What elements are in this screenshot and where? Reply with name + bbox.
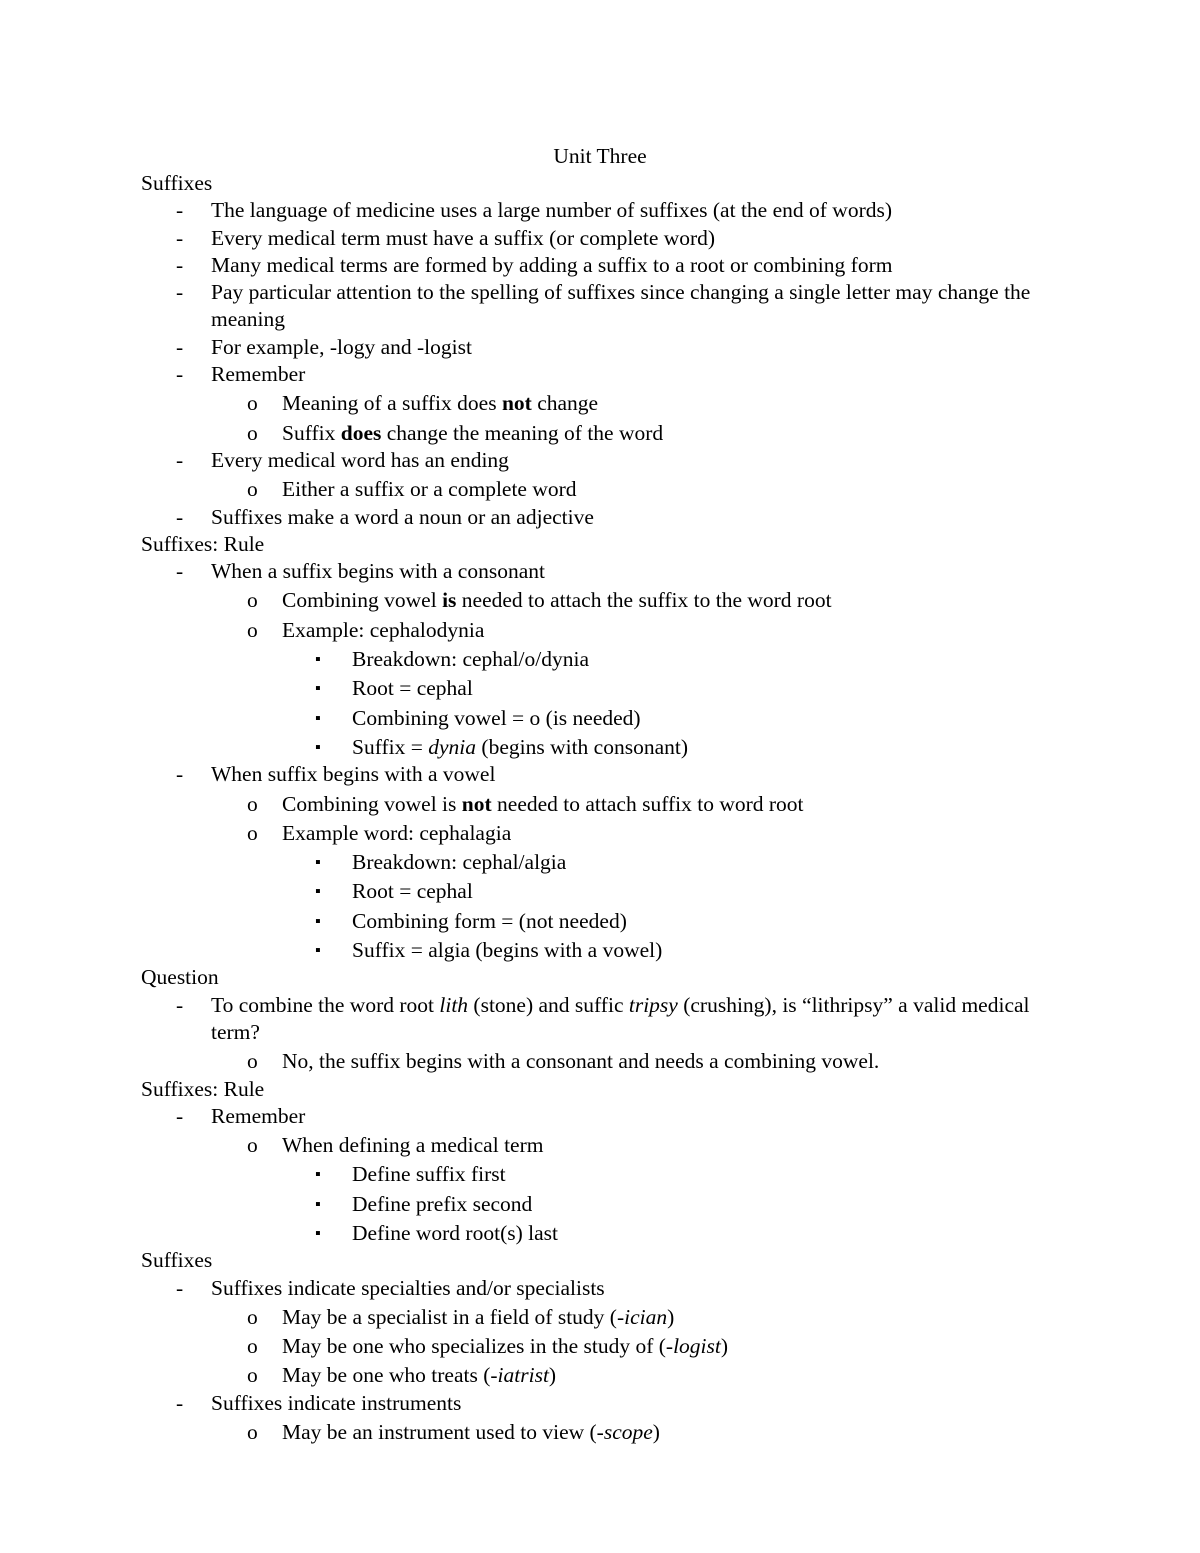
text-run: Combining form = (not needed) [352, 908, 627, 933]
bold-text: does [340, 420, 382, 445]
bullet-list [141, 558, 1041, 964]
list-item [141, 225, 1041, 252]
list-item [141, 820, 1041, 847]
list-item [141, 791, 1041, 818]
italic-text: tripsy [628, 992, 678, 1017]
italic-text: -scope [596, 1420, 653, 1445]
text-run: Every medical word has an ending [211, 447, 509, 472]
list-item [141, 705, 1041, 732]
text-run: ) [548, 1363, 557, 1388]
bullet-list [141, 1103, 1041, 1247]
text-run: change [531, 391, 599, 416]
text-run: Suffixes make a word a noun or an adjective [211, 504, 594, 529]
list-item [141, 447, 1041, 474]
text-run: Root = cephal [352, 879, 473, 904]
text-run: Suffixes indicate specialties and/or specialists [211, 1275, 605, 1300]
list-item [141, 1419, 1041, 1446]
text-run: May be a specialist in a field of study ( [282, 1304, 617, 1329]
text-run: change the meaning of the word [381, 420, 664, 445]
italic-text: dynia [428, 734, 477, 759]
bold-text: is [442, 588, 457, 613]
list-item [141, 1132, 1041, 1159]
text-run: To combine the word root [211, 992, 440, 1017]
list-item [141, 761, 1041, 788]
text-run: ) [667, 1304, 675, 1329]
text-run: (stone) and suffic [468, 992, 629, 1017]
list-item [141, 1161, 1041, 1188]
text-run: May be one who specializes in the study of ( [282, 1334, 666, 1359]
bullet-list [141, 197, 1041, 531]
list-item [141, 849, 1041, 876]
text-run: Either a suffix or a complete word [282, 477, 577, 502]
text-run: Suffix = algia (begins with a vowel) [352, 938, 663, 963]
text-run: When suffix begins with a vowel [211, 762, 496, 787]
list-item [141, 1220, 1041, 1247]
list-item [141, 734, 1041, 761]
bullet-list [141, 1275, 1041, 1447]
list-item [141, 1275, 1041, 1302]
page-title: Unit Three [553, 144, 647, 168]
italic-text: -logist [665, 1334, 721, 1359]
section-heading: Suffixes: Rule [141, 1076, 265, 1101]
list-item [141, 617, 1041, 644]
text-run: Every medical term must have a suffix (or complete word) [211, 225, 716, 250]
text-run: Define prefix second [352, 1191, 533, 1216]
list-item [141, 197, 1041, 224]
text-run: (begins with consonant) [476, 734, 689, 759]
list-item [141, 279, 1041, 334]
list-item [141, 587, 1041, 614]
text-run: (crushing), is “lithripsy” a valid medical term? [211, 992, 1030, 1044]
text-run: Combining vowel [282, 588, 443, 613]
section-heading: Question [141, 965, 219, 990]
section-heading: Suffixes [141, 171, 213, 195]
list-item [141, 390, 1041, 417]
text-run: Root = cephal [352, 676, 473, 701]
text-run: Example word: cephalagia [282, 820, 512, 845]
text-run: ) [720, 1334, 729, 1359]
text-run: Pay particular attention to the spelling of suffixes since changing a single letter may change the meaning [211, 280, 1031, 332]
text-run: Suffix [282, 420, 341, 445]
list-item [141, 937, 1041, 964]
text-run: needed to attach the suffix to the word root [456, 588, 832, 613]
italic-text: -ician [616, 1304, 668, 1329]
list-item [141, 476, 1041, 503]
list-item [141, 1191, 1041, 1218]
text-run: ) [652, 1420, 660, 1445]
list-item [141, 1362, 1041, 1389]
text-run: When a suffix begins with a consonant [211, 559, 545, 584]
text-run: Suffix = [352, 734, 429, 759]
list-item [141, 334, 1041, 361]
list-item [141, 252, 1041, 279]
text-run: Meaning of a suffix does [282, 391, 502, 416]
text-run: May be one who treats ( [282, 1363, 491, 1388]
list-item [141, 878, 1041, 905]
section-heading: Suffixes: Rule [141, 531, 265, 556]
list-item [141, 1304, 1041, 1331]
bold-text: not [461, 791, 492, 816]
section-heading: Suffixes [141, 1248, 213, 1273]
text-run: No, the suffix begins with a consonant and needs a combining vowel. [282, 1049, 880, 1074]
list-item [141, 1333, 1041, 1360]
list-item [141, 992, 1041, 1047]
list-item [141, 646, 1041, 673]
text-run: Combining vowel = o (is needed) [352, 705, 641, 730]
list-item [141, 1103, 1041, 1130]
list-item [141, 504, 1041, 531]
text-run: May be an instrument used to view ( [282, 1420, 597, 1445]
list-item [141, 361, 1041, 388]
text-run: Breakdown: cephal/algia [352, 850, 567, 875]
text-run: Example: cephalodynia [282, 617, 485, 642]
text-run: Remember [211, 1103, 306, 1128]
text-run: Many medical terms are formed by adding a suffix to a root or combining form [211, 252, 893, 277]
list-item [141, 908, 1041, 935]
list-item [141, 558, 1041, 585]
text-run: Define suffix first [352, 1162, 506, 1187]
text-run: Define word root(s) last [352, 1220, 558, 1245]
text-run: Breakdown: cephal/o/dynia [352, 647, 590, 672]
document-body [141, 170, 1041, 1446]
list-item [141, 420, 1041, 447]
italic-text: -iatrist [490, 1363, 549, 1388]
text-run: needed to attach suffix to word root [491, 791, 804, 816]
italic-text: lith [439, 992, 469, 1017]
list-item [141, 1390, 1041, 1417]
list-item [141, 675, 1041, 702]
text-run: Suffixes indicate instruments [211, 1390, 462, 1415]
list-item [141, 1048, 1041, 1075]
text-run: When defining a medical term [282, 1133, 544, 1158]
text-run: Combining vowel is [282, 791, 462, 816]
bullet-list [141, 992, 1041, 1076]
text-run: The language of medicine uses a large number of suffixes (at the end of words) [211, 198, 893, 223]
bold-text: not [501, 391, 532, 416]
text-run: Remember [211, 362, 306, 387]
text-run: For example, -logy and -logist [211, 334, 472, 359]
